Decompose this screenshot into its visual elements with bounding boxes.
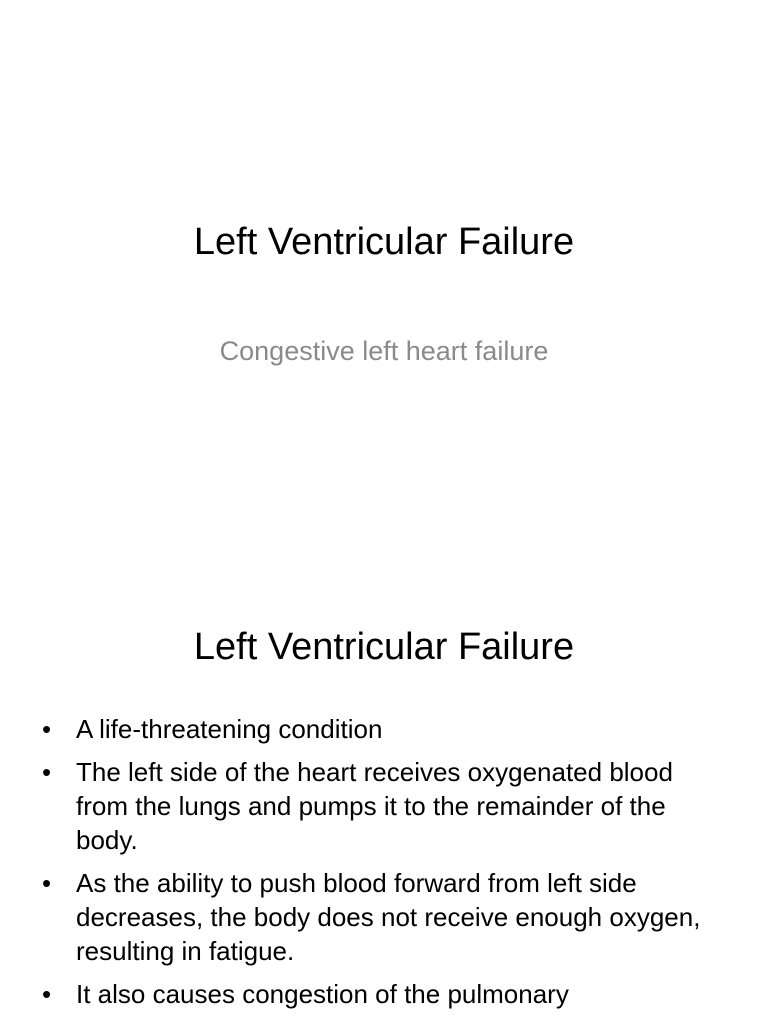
slide-subtitle: Congestive left heart failure	[219, 336, 549, 366]
bullet-text: It also causes congestion of the pulmonary	[76, 979, 569, 1009]
bullet-item	[42, 977, 732, 1011]
bullet-text: As the ability to push blood forward from left side decreases, the body does not receive enough oxygen, resulting in fatigue.	[76, 868, 701, 966]
bullet-dot-icon: •	[42, 714, 52, 744]
bullet-dot-icon: •	[42, 757, 52, 787]
bullet-dot-icon: •	[42, 979, 52, 1009]
bullet-text: A life-threatening condition	[76, 714, 383, 744]
slide-title: Left Ventricular Failure	[193, 626, 575, 668]
bullet-dot-icon: •	[42, 868, 52, 898]
bullet-text: The left side of the heart receives oxygenated blood from the lungs and pumps it to the remainder of the body.	[76, 757, 673, 855]
bullet-list	[42, 712, 732, 1020]
bullet-item	[42, 755, 732, 857]
bullet-item	[42, 866, 732, 968]
bullet-item	[42, 712, 732, 746]
content-slide	[0, 576, 768, 1024]
slide-title: Left Ventricular Failure	[193, 221, 575, 263]
